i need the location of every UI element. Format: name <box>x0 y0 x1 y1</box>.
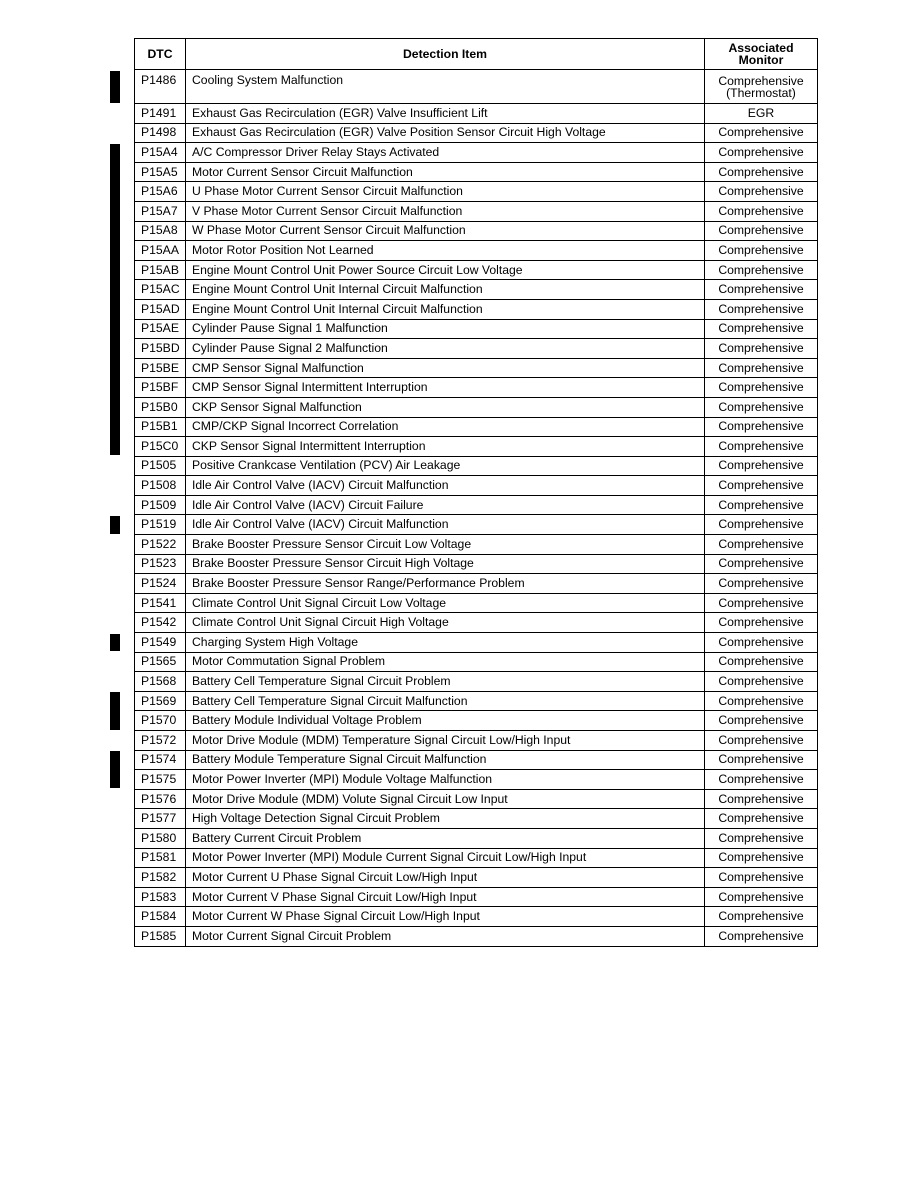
table-row <box>135 770 818 790</box>
dtc-code: P15A4 <box>135 143 186 163</box>
detection-item: Brake Booster Pressure Sensor Range/Performance Problem <box>186 574 705 594</box>
associated-monitor: Comprehensive <box>705 535 818 555</box>
associated-monitor: Comprehensive <box>705 201 818 221</box>
detection-item: CKP Sensor Signal Malfunction <box>186 397 705 417</box>
dtc-code: P1569 <box>135 691 186 711</box>
associated-monitor: Comprehensive <box>705 241 818 261</box>
table-row <box>135 887 818 907</box>
associated-monitor: Comprehensive <box>705 476 818 496</box>
detection-item: Climate Control Unit Signal Circuit Low Voltage <box>186 593 705 613</box>
table-row <box>135 456 818 476</box>
associated-monitor: Comprehensive <box>705 613 818 633</box>
associated-monitor: Comprehensive <box>705 437 818 457</box>
dtc-code: P1576 <box>135 789 186 809</box>
detection-item: Battery Module Temperature Signal Circuit Malfunction <box>186 750 705 770</box>
dtc-code: P1509 <box>135 495 186 515</box>
associated-monitor: Comprehensive <box>705 456 818 476</box>
dtc-code: P1580 <box>135 828 186 848</box>
dtc-code: P15B1 <box>135 417 186 437</box>
associated-monitor: Comprehensive <box>705 339 818 359</box>
associated-monitor: Comprehensive <box>705 828 818 848</box>
dtc-code: P15A6 <box>135 182 186 202</box>
detection-item: V Phase Motor Current Sensor Circuit Malfunction <box>186 201 705 221</box>
detection-item: CMP Sensor Signal Malfunction <box>186 358 705 378</box>
dtc-code: P1574 <box>135 750 186 770</box>
detection-item: A/C Compressor Driver Relay Stays Activated <box>186 143 705 163</box>
dtc-code: P1585 <box>135 926 186 946</box>
revision-change-bar <box>110 144 120 456</box>
table-row <box>135 613 818 633</box>
dtc-code: P15BE <box>135 358 186 378</box>
revision-change-bar <box>110 751 120 788</box>
table-row <box>135 750 818 770</box>
dtc-code: P1575 <box>135 770 186 790</box>
table-row <box>135 104 818 124</box>
detection-item: Motor Current W Phase Signal Circuit Low/High Input <box>186 907 705 927</box>
table-row <box>135 731 818 751</box>
associated-monitor <box>705 70 818 104</box>
detection-item: Motor Drive Module (MDM) Temperature Signal Circuit Low/High Input <box>186 731 705 751</box>
header-dtc: DTC <box>135 39 186 70</box>
associated-monitor: Comprehensive <box>705 750 818 770</box>
dtc-code: P15AC <box>135 280 186 300</box>
detection-item: CMP Sensor Signal Intermittent Interruption <box>186 378 705 398</box>
associated-monitor: Comprehensive <box>705 926 818 946</box>
detection-item: CKP Sensor Signal Intermittent Interruption <box>186 437 705 457</box>
detection-item: Battery Cell Temperature Signal Circuit Problem <box>186 672 705 692</box>
detection-item: Climate Control Unit Signal Circuit High Voltage <box>186 613 705 633</box>
table-row <box>135 554 818 574</box>
associated-monitor: Comprehensive <box>705 378 818 398</box>
dtc-code: P1577 <box>135 809 186 829</box>
detection-item: Engine Mount Control Unit Power Source Circuit Low Voltage <box>186 260 705 280</box>
table-row <box>135 711 818 731</box>
dtc-code: P1581 <box>135 848 186 868</box>
associated-monitor: Comprehensive <box>705 652 818 672</box>
table-row <box>135 828 818 848</box>
revision-change-bar <box>110 634 120 652</box>
associated-monitor: Comprehensive <box>705 162 818 182</box>
associated-monitor: Comprehensive <box>705 260 818 280</box>
dtc-code: P1508 <box>135 476 186 496</box>
dtc-code: P1486 <box>135 70 186 104</box>
detection-item: Exhaust Gas Recirculation (EGR) Valve Insufficient Lift <box>186 104 705 124</box>
detection-item: Idle Air Control Valve (IACV) Circuit Malfunction <box>186 476 705 496</box>
associated-monitor: Comprehensive <box>705 848 818 868</box>
table-row <box>135 515 818 535</box>
detection-item: High Voltage Detection Signal Circuit Problem <box>186 809 705 829</box>
associated-monitor: Comprehensive <box>705 809 818 829</box>
detection-item: Battery Module Individual Voltage Problem <box>186 711 705 731</box>
table-row <box>135 926 818 946</box>
associated-monitor: Comprehensive <box>705 495 818 515</box>
dtc-code: P1570 <box>135 711 186 731</box>
table-row <box>135 299 818 319</box>
detection-item: Exhaust Gas Recirculation (EGR) Valve Position Sensor Circuit High Voltage <box>186 123 705 143</box>
dtc-code: P1505 <box>135 456 186 476</box>
dtc-code: P1519 <box>135 515 186 535</box>
table-row <box>135 809 818 829</box>
table-row <box>135 691 818 711</box>
detection-item: Cooling System Malfunction <box>186 70 705 104</box>
detection-item: W Phase Motor Current Sensor Circuit Malfunction <box>186 221 705 241</box>
table-row <box>135 672 818 692</box>
associated-monitor: Comprehensive <box>705 593 818 613</box>
detection-item: Battery Cell Temperature Signal Circuit Malfunction <box>186 691 705 711</box>
table-row <box>135 378 818 398</box>
associated-monitor-line: (Thermostat) <box>726 85 796 100</box>
table-row <box>135 417 818 437</box>
table-row <box>135 260 818 280</box>
table-row <box>135 652 818 672</box>
dtc-table <box>134 38 818 947</box>
detection-item: Engine Mount Control Unit Internal Circuit Malfunction <box>186 280 705 300</box>
table-row <box>135 221 818 241</box>
detection-item: Positive Crankcase Ventilation (PCV) Air Leakage <box>186 456 705 476</box>
detection-item: Cylinder Pause Signal 1 Malfunction <box>186 319 705 339</box>
associated-monitor-line: Comprehensive <box>718 73 804 88</box>
detection-item: CMP/CKP Signal Incorrect Correlation <box>186 417 705 437</box>
dtc-code: P1583 <box>135 887 186 907</box>
table-body <box>135 70 818 947</box>
table-row <box>135 593 818 613</box>
table-row <box>135 848 818 868</box>
associated-monitor: Comprehensive <box>705 691 818 711</box>
table-row <box>135 907 818 927</box>
dtc-code: P15BF <box>135 378 186 398</box>
table-row <box>135 319 818 339</box>
detection-item: Motor Rotor Position Not Learned <box>186 241 705 261</box>
associated-monitor: Comprehensive <box>705 221 818 241</box>
table-row <box>135 123 818 143</box>
associated-monitor: Comprehensive <box>705 672 818 692</box>
detection-item: Motor Current U Phase Signal Circuit Low/High Input <box>186 868 705 888</box>
associated-monitor: Comprehensive <box>705 731 818 751</box>
dtc-code: P15BD <box>135 339 186 359</box>
table-row <box>135 241 818 261</box>
table-row <box>135 70 818 104</box>
table-row <box>135 280 818 300</box>
header-associated-monitor-line2: Monitor <box>738 53 784 67</box>
dtc-code: P1523 <box>135 554 186 574</box>
associated-monitor: Comprehensive <box>705 123 818 143</box>
table-row <box>135 476 818 496</box>
dtc-code: P15A5 <box>135 162 186 182</box>
detection-item: Motor Drive Module (MDM) Volute Signal Circuit Low Input <box>186 789 705 809</box>
revision-change-bar <box>110 692 120 729</box>
dtc-code: P15AB <box>135 260 186 280</box>
dtc-code: P15AE <box>135 319 186 339</box>
associated-monitor: Comprehensive <box>705 515 818 535</box>
associated-monitor: Comprehensive <box>705 887 818 907</box>
associated-monitor: Comprehensive <box>705 711 818 731</box>
detection-item: Cylinder Pause Signal 2 Malfunction <box>186 339 705 359</box>
dtc-code: P15B0 <box>135 397 186 417</box>
table-row <box>135 182 818 202</box>
associated-monitor: Comprehensive <box>705 182 818 202</box>
detection-item: Battery Current Circuit Problem <box>186 828 705 848</box>
detection-item: Brake Booster Pressure Sensor Circuit Low Voltage <box>186 535 705 555</box>
associated-monitor: Comprehensive <box>705 280 818 300</box>
dtc-code: P1541 <box>135 593 186 613</box>
detection-item: Motor Current V Phase Signal Circuit Low/High Input <box>186 887 705 907</box>
associated-monitor: Comprehensive <box>705 319 818 339</box>
dtc-code: P1542 <box>135 613 186 633</box>
table-row <box>135 495 818 515</box>
detection-item: Idle Air Control Valve (IACV) Circuit Malfunction <box>186 515 705 535</box>
dtc-code: P15AD <box>135 299 186 319</box>
associated-monitor: Comprehensive <box>705 299 818 319</box>
revision-change-bar <box>110 71 120 103</box>
table-row <box>135 143 818 163</box>
detection-item: Engine Mount Control Unit Internal Circuit Malfunction <box>186 299 705 319</box>
table-row <box>135 633 818 653</box>
detection-item: Motor Power Inverter (MPI) Module Current Signal Circuit Low/High Input <box>186 848 705 868</box>
table-row <box>135 201 818 221</box>
associated-monitor: Comprehensive <box>705 554 818 574</box>
dtc-code: P1582 <box>135 868 186 888</box>
dtc-code: P1584 <box>135 907 186 927</box>
associated-monitor: Comprehensive <box>705 633 818 653</box>
dtc-code: P15C0 <box>135 437 186 457</box>
dtc-code: P15A7 <box>135 201 186 221</box>
dtc-code: P1572 <box>135 731 186 751</box>
associated-monitor: Comprehensive <box>705 143 818 163</box>
table-row <box>135 789 818 809</box>
table-row <box>135 535 818 555</box>
table-row <box>135 437 818 457</box>
detection-item: Brake Booster Pressure Sensor Circuit High Voltage <box>186 554 705 574</box>
associated-monitor: Comprehensive <box>705 574 818 594</box>
dtc-code: P1565 <box>135 652 186 672</box>
dtc-code: P1549 <box>135 633 186 653</box>
detection-item: Motor Power Inverter (MPI) Module Voltage Malfunction <box>186 770 705 790</box>
dtc-code: P1498 <box>135 123 186 143</box>
table-row <box>135 574 818 594</box>
table-header-row <box>135 39 818 70</box>
table-row <box>135 358 818 378</box>
detection-item: Motor Current Sensor Circuit Malfunction <box>186 162 705 182</box>
associated-monitor: EGR <box>705 104 818 124</box>
dtc-code: P1568 <box>135 672 186 692</box>
table-row <box>135 397 818 417</box>
dtc-code: P15AA <box>135 241 186 261</box>
associated-monitor: Comprehensive <box>705 397 818 417</box>
detection-item: Motor Current Signal Circuit Problem <box>186 926 705 946</box>
revision-change-bar <box>110 516 120 534</box>
table-row <box>135 162 818 182</box>
dtc-code: P1491 <box>135 104 186 124</box>
associated-monitor: Comprehensive <box>705 907 818 927</box>
detection-item: Motor Commutation Signal Problem <box>186 652 705 672</box>
dtc-code: P1522 <box>135 535 186 555</box>
associated-monitor: Comprehensive <box>705 868 818 888</box>
header-detection-item: Detection Item <box>186 39 705 70</box>
table-row <box>135 868 818 888</box>
associated-monitor: Comprehensive <box>705 789 818 809</box>
table-row <box>135 339 818 359</box>
detection-item: U Phase Motor Current Sensor Circuit Malfunction <box>186 182 705 202</box>
dtc-code: P15A8 <box>135 221 186 241</box>
detection-item: Idle Air Control Valve (IACV) Circuit Failure <box>186 495 705 515</box>
detection-item: Charging System High Voltage <box>186 633 705 653</box>
header-associated-monitor <box>705 39 818 70</box>
associated-monitor: Comprehensive <box>705 770 818 790</box>
associated-monitor: Comprehensive <box>705 417 818 437</box>
associated-monitor: Comprehensive <box>705 358 818 378</box>
dtc-code: P1524 <box>135 574 186 594</box>
header-associated-monitor-line1: Associated <box>728 41 794 55</box>
